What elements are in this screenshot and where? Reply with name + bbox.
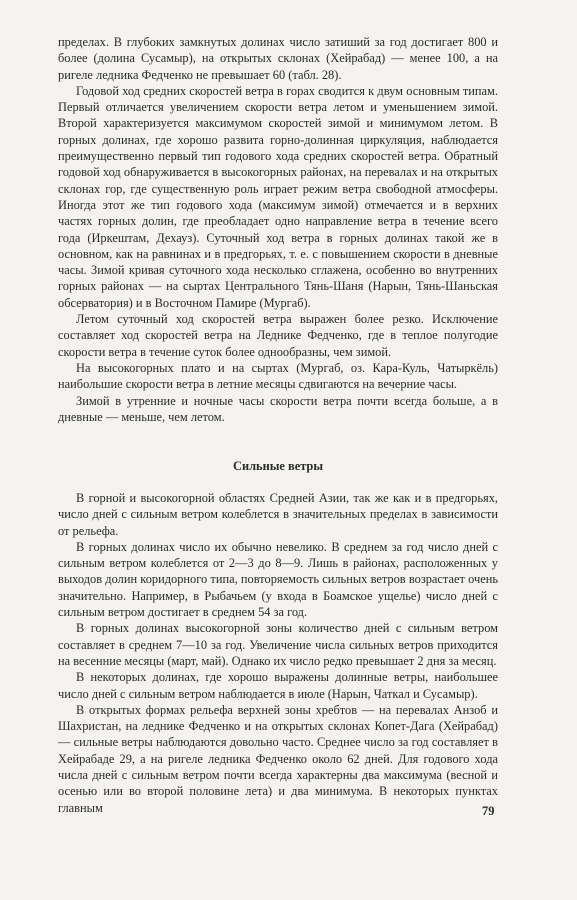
paragraph: В горных долинах высокогорной зоны количество дней с сильным ветром составляет в среднем 7—10 за год. Увеличение числа сильных ветров приходится на весенние месяцы (март, май). Однако их число редко превышает 2 дня за месяц. bbox=[58, 621, 498, 668]
text-section-bottom bbox=[58, 490, 498, 816]
text-section-top bbox=[58, 34, 498, 425]
paragraph: Зимой в утренние и ночные часы скорости ветра почти всегда больше, а в дневные — меньше, чем летом. bbox=[58, 393, 498, 424]
paragraph: Летом суточный ход скоростей ветра выражен более резко. Исключение составляет ход скоростей ветра на Леднике Федченко, где в теплое полугодие скорости ветра в течение суток более однообразны, чем зимой. bbox=[58, 312, 498, 359]
paragraph: пределах. В глубоких замкнутых долинах число затиший за год достигает 800 и более (долина Сусамыр), на открытых склонах (Хейрабад) — менее 100, а на ригеле ледника Федченко не превышает 60 (табл. 28). bbox=[58, 35, 498, 82]
paragraph: В горной и высокогорной областях Средней Азии, так же как и в предгорьях, число дней с сильным ветром колеблется в значительных пределах в зависимости от рельефа. bbox=[58, 491, 498, 538]
paragraph: В горных долинах число их обычно невелико. В среднем за год число дней с сильным ветром колеблется от 2—3 до 8—9. Лишь в районах, расположенных у выходов долин коридорного типа, повторяемость сильных ветров возрастает очень значительно. Например, в Рыбачьем (у входа в Боамское ущелье) число дней с сильным ветром достигает в среднем 54 за год. bbox=[58, 539, 498, 620]
page-number: 79 bbox=[482, 804, 495, 818]
paragraph: В некоторых долинах, где хорошо выражены долинные ветры, наибольшее число дней с сильным ветром наблюдается в июле (Нарын, Чаткал и Сусамыр). bbox=[58, 670, 498, 701]
section-heading: Сильные ветры bbox=[233, 459, 323, 473]
paragraph: В открытых формах рельефа верхней зоны хребтов — на перевалах Анзоб и Шахристан, на леднике Федченко и на открытых склонах Копет-Дага (Хейрабад) — сильные ветры наблюдаются довольно часто. Среднее число за год составляет в Хейрабаде 29, а на ригеле ледника Федченко около 62 дней. Для годового хода числа дней с сильным ветром почти всегда характерны два максимума (весной и осенью или во второй половине лета) и два минимума. В некоторых пунктах главным bbox=[58, 702, 498, 815]
paragraph: Годовой ход средних скоростей ветра в горах сводится к двум основным типам. Первый отличается увеличением скорости ветра летом и уменьшением зимой. Второй характеризуется максимумом скоростей зимой и минимумом летом. В горных долинах, где хорошо развита горно-долинная циркуляция, наблюдается преимущественно первый тип годового хода средних скоростей ветра. Обратный годовой ход обнаруживается в высокогорных районах, на перевалах и на открытых склонах гор, где существенную роль играет режим ветра свободной атмосферы. Иногда этот же тип годового хода (максимум зимой) отмечается и в верхних частях горных долин, где преобладает одно направление ветра в течение всего года (Иркештам, Дехауз). Суточный ход ветра в горных долинах такой же в основном, как на равнинах и в предгорьях, т. е. с повышением скорости в дневные часы. Зимой кривая суточного хода несколько сглажена, особенно во внутренних горных районах — на сыртах Центрального Тянь-Шаня (Нарын, Тянь-Шаньская обсерватория) и в Восточном Памире (Мургаб). bbox=[58, 83, 498, 310]
paragraph: На высокогорных плато и на сыртах (Мургаб, оз. Кара-Куль, Чатыркёль) наибольшие скорости ветра в летние месяцы сдвигаются на вечерние часы. bbox=[58, 360, 498, 392]
